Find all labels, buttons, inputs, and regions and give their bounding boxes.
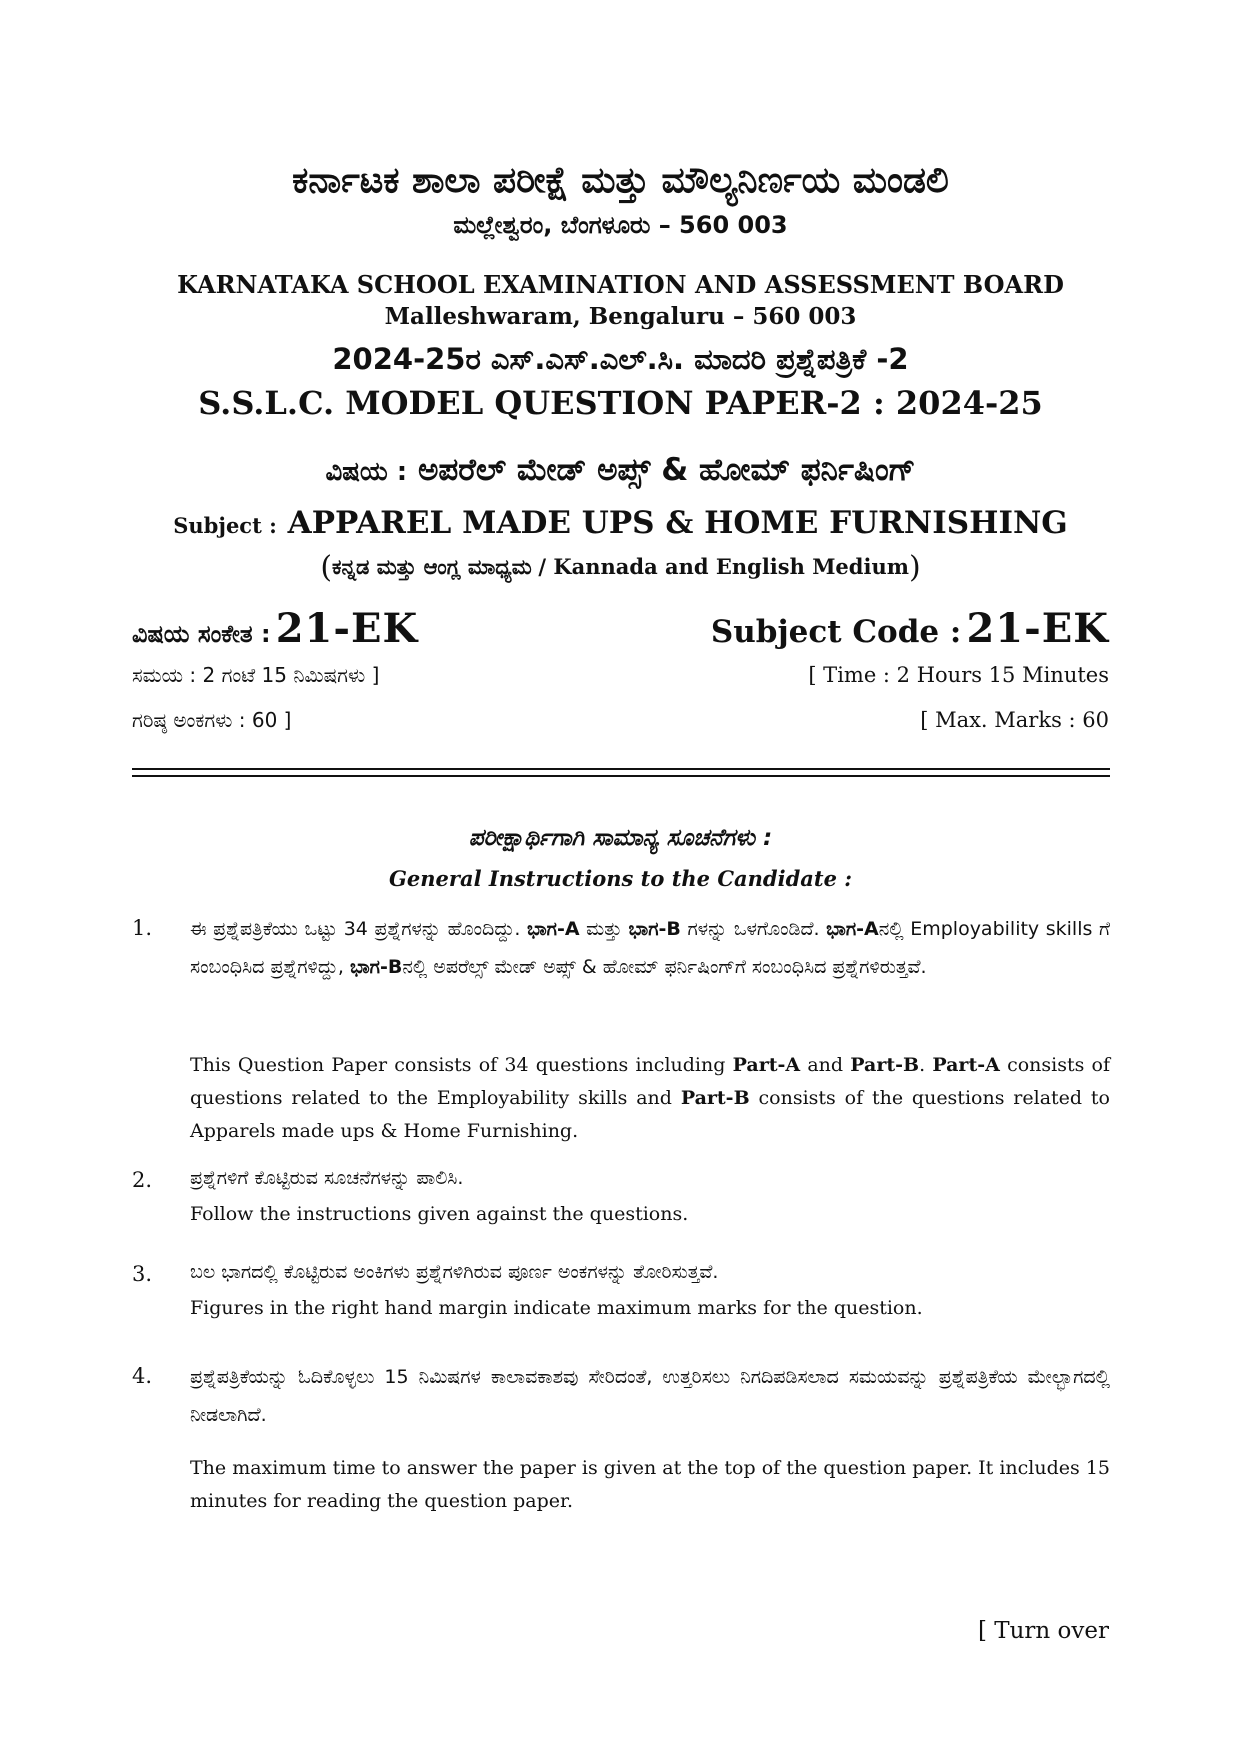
board-address-english: Malleshwaram, Bengaluru – 560 003: [384, 303, 857, 330]
subject-label-english: Subject :: [173, 513, 277, 538]
paper-title-kannada: 2024-25ರ ಎಸ್.ಎಸ್.ಎಲ್.ಸಿ. ಮಾದರಿ ಪ್ರಶ್ನೆಪತ್ರಿಕೆ -2: [332, 342, 909, 376]
instruction-4-english: The maximum time to answer the paper is given at the top of the question paper. It includes 15 minutes for reading the question paper.: [190, 1457, 1110, 1512]
board-name-kannada: ಕರ್ನಾಟಕ ಶಾಲಾ ಪರೀಕ್ಷೆ ಮತ್ತು ಮೌಲ್ಯನಿರ್ಣಯ ಮಂಡಲಿ: [292, 160, 949, 201]
subject-code-kannada: [132, 605, 418, 652]
subject-code-english: [711, 605, 1109, 652]
subject-code-label-kannada: ವಿಷಯ ಸಂಕೇತ :: [132, 620, 271, 648]
instruction-number: 4.: [132, 1364, 153, 1388]
medium-english: / Kannada and English Medium: [538, 554, 909, 579]
time-kannada: ಸಮಯ : 2 ಗಂಟೆ 15 ನಿಮಿಷಗಳು ]: [132, 663, 380, 687]
paren-close: ): [908, 550, 921, 585]
marks-english: [ Max. Marks : 60: [920, 708, 1109, 732]
instruction-2-english: Follow the instructions given against the questions.: [190, 1203, 689, 1225]
instructions-heading-kannada: ಪರೀಕ್ಷಾರ್ಥಿಗಾಗಿ ಸಾಮಾನ್ಯ ಸೂಚನೆಗಳು :: [468, 825, 773, 851]
instruction-3-kannada: ಬಲ ಭಾಗದಲ್ಲಿ ಕೊಟ್ಟಿರುವ ಅಂಕಿಗಳು ಪ್ರಶ್ನೆಗಳಿಗಿರುವ ಪೂರ್ಣ ಅಂಕಗಳನ್ನು ತೋರಿಸುತ್ತವೆ.: [190, 1261, 719, 1283]
board-address-kannada: ಮಲ್ಲೇಶ್ವರಂ, ಬೆಂಗಳೂರು – 560 003: [453, 211, 788, 239]
paper-title-english: S.S.L.C. MODEL QUESTION PAPER-2 : 2024-25: [198, 384, 1043, 422]
instruction-4-kannada: ಪ್ರಶ್ನೆಪತ್ರಿಕೆಯನ್ನು ಓದಿಕೊಳ್ಳಲು 15 ನಿಮಿಷಗಳ ಕಾಲಾವಕಾಶವು ಸೇರಿದಂತೆ, ಉತ್ತರಿಸಲು ನಿಗದಿಪಡಿಸಲಾದ ಸಮಯವನ್ನು ಪ್ರಶ್ನೆಪತ್ರಿಕೆಯ ಮೇಲ್ಭಾಗದಲ್ಲಿ ನೀಡಲಾಗಿದೆ.: [190, 1366, 1110, 1426]
marks-kannada: ಗರಿಷ್ಠ ಅಂಕಗಳು : 60 ]: [132, 708, 292, 732]
instruction-number: 3.: [132, 1262, 153, 1286]
subject-code-value-english: 21-EK: [966, 605, 1109, 652]
subject-code-label-english: Subject Code :: [710, 614, 962, 650]
divider-bottom: [132, 775, 1110, 777]
subject-kannada: [0, 452, 1241, 489]
instruction-2-kannada: ಪ್ರಶ್ನೆಗಳಿಗೆ ಕೊಟ್ಟಿರುವ ಸೂಚನೆಗಳನ್ನು ಪಾಲಿಸಿ.: [190, 1167, 464, 1189]
medium-line: [0, 550, 1241, 585]
medium-kannada: ಕನ್ನಡ ಮತ್ತು ಆಂಗ್ಲ ಮಾಧ್ಯಮ: [332, 555, 532, 579]
instruction-1-kannada: ಈ ಪ್ರಶ್ನೆಪತ್ರಿಕೆಯು ಒಟ್ಟು 34 ಪ್ರಶ್ನೆಗಳನ್ನು ಹೊಂದಿದ್ದು. ಭಾಗ-A ಮತ್ತು ಭಾಗ-B ಗಳನ್ನು ಒಳಗೊಂಡಿದೆ. ಭಾಗ-Aನಲ್ಲಿ Employability skills ಗೆ ಸಂಬಂಧಿಸಿದ ಪ್ರಶ್ನೆಗಳಿದ್ದು, ಭಾಗ-Bನಲ್ಲಿ ಅಪರೆಲ್ಸ್ ಮೇಡ್ ಅಪ್ಸ್ & ಹೋಮ್ ಫರ್ನಿಷಿಂಗ್‌ಗೆ ಸಂಬಂಧಿಸಿದ ಪ್ರಶ್ನೆಗಳಿರುತ್ತವೆ.: [190, 918, 1111, 978]
subject-label-kannada: ವಿಷಯ :: [325, 457, 408, 487]
time-english: [ Time : 2 Hours 15 Minutes: [808, 663, 1109, 687]
board-name-english: KARNATAKA SCHOOL EXAMINATION AND ASSESSMENT BOARD: [177, 270, 1064, 299]
instruction-number: 2.: [132, 1168, 153, 1192]
instruction-number: 1.: [132, 916, 153, 940]
subject-name-english: APPAREL MADE UPS & HOME FURNISHING: [287, 505, 1068, 541]
subject-name-kannada: ಅಪರೆಲ್ ಮೇಡ್ ಅಪ್ಸ್ & ಹೋಮ್ ಫರ್ನಿಷಿಂಗ್: [417, 452, 916, 488]
turn-over: [ Turn over: [977, 1618, 1109, 1644]
subject-code-value-kannada: 21-EK: [275, 605, 419, 652]
instruction-3-english: Figures in the right hand margin indicate maximum marks for the question.: [190, 1297, 923, 1319]
instruction-1-english: This Question Paper consists of 34 questions including Part-A and Part-B. Part-A consists of questions related to the Employability skills and Part-B consists of the questions related to Apparels made ups & Home Furnishing.: [190, 1054, 1111, 1142]
divider-top: [132, 768, 1110, 770]
instructions-heading-english: General Instructions to the Candidate :: [388, 866, 853, 891]
subject-english: [0, 505, 1241, 541]
paren-open: (: [320, 550, 333, 585]
